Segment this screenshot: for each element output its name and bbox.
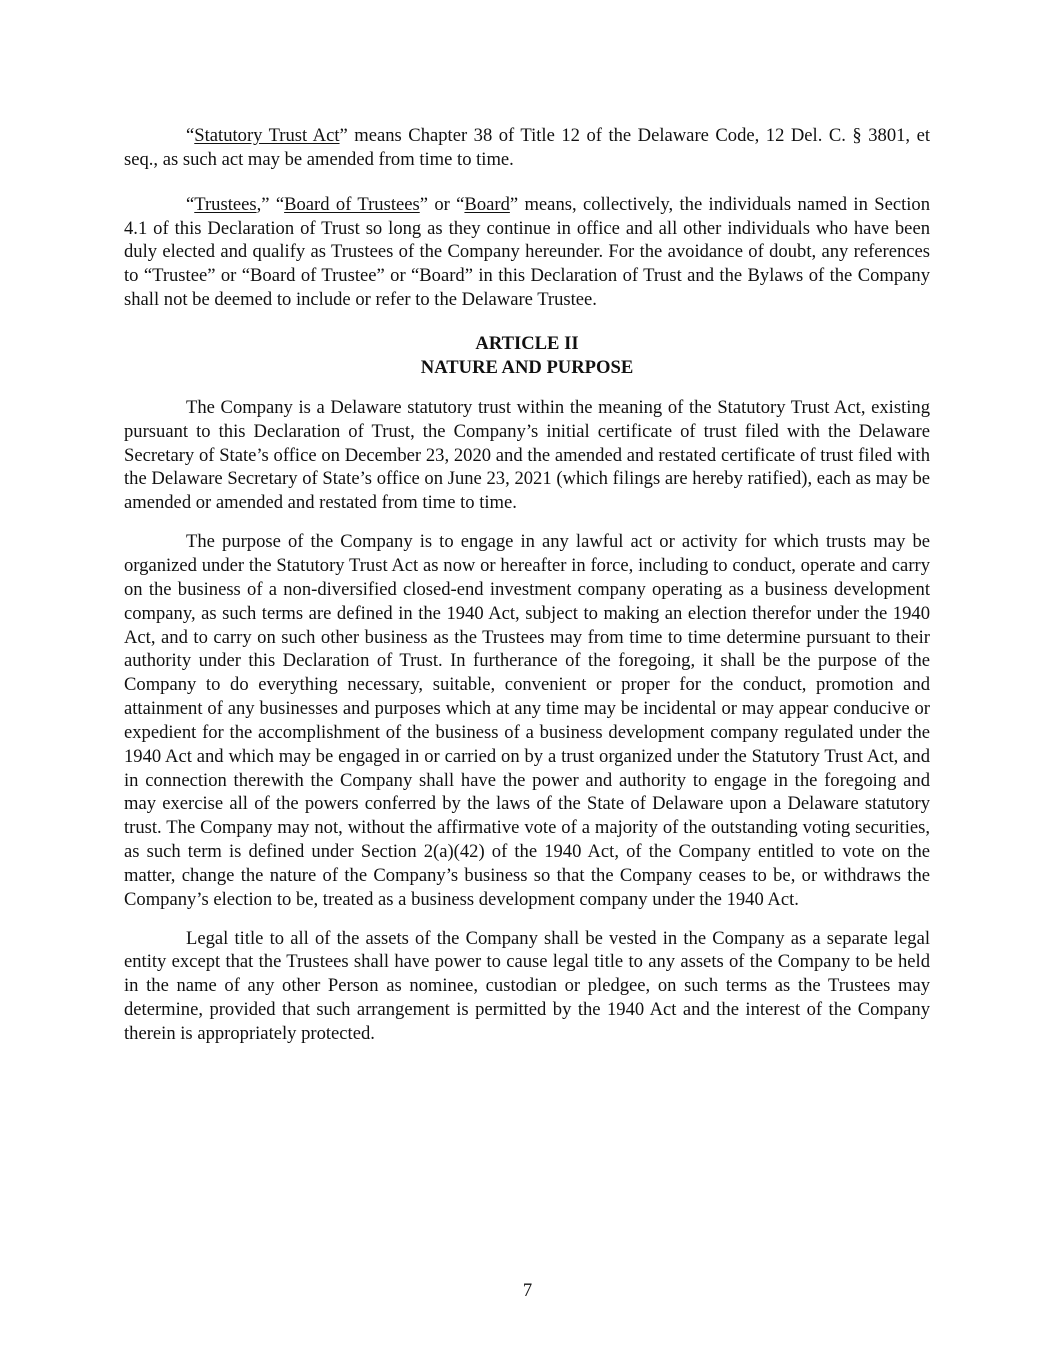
paragraph-company-status: The Company is a Delaware statutory trust within the meaning of the Statutory Trust Act, existing pursuant to this Declaration of Trust, the Company’s initial certificate of trust filed with the Delaware Secretary of State’s office on December 23, 2020 and the amended and restated certificate of trust filed with the Delaware Secretary of State’s office on June 23, 2021 (which filings are hereby ratified), each as may be amended or amended and restated from time to time. bbox=[124, 396, 930, 514]
page-number: 7 bbox=[522, 1280, 533, 1301]
definition-statutory-trust-act bbox=[124, 124, 930, 172]
paragraph-company-purpose: The purpose of the Company is to engage in any lawful act or activity for which trusts may be organized under the Statutory Trust Act as now or hereafter in force, including to conduct, operate and carry on the business of a non-diversified closed-end investment company operating as a business development company, as such terms are defined in the 1940 Act, subject to making an election therefor under the 1940 Act, and to carry on such other business as the Trustees may from time to time determine pursuant to their authority under this Declaration of Trust. In furtherance of the foregoing, it shall be the purpose of the Company to do everything necessary, suitable, convenient or proper for the conduct, promotion and attainment of any businesses and purposes which at any time may be incidental or may appear conducive or expedient for the accomplishment of the business of a business development company regulated under the 1940 Act and which may be engaged in or carried on by a trust organized under the Statutory Trust Act, and in connection therewith the Company shall have the power and authority to engage in the foregoing and may exercise all of the powers conferred by the laws of the State of Delaware upon a Delaware statutory trust. The Company may not, without the affirmative vote of a majority of the outstanding voting securities, as such term is defined under Section 2(a)(42) of the 1940 Act, of the Company entitled to vote on the matter, change the nature of the Company’s business so that the Company ceases to be, or withdraws the Company’s election to be, treated as a business development company under the 1940 Act. bbox=[124, 531, 930, 910]
open-quote: “ bbox=[186, 193, 195, 215]
paragraph-legal-title: Legal title to all of the assets of the Company shall be vested in the Company as a separate legal entity except that the Trustees shall have power to cause legal title to any assets of the Company to be held in the name of any other Person as nominee, custodian or pledgee, on such terms as the Trustees may determine, provided that such arrangement is permitted by the 1940 Act and the interest of the Company therein is appropriately protected. bbox=[124, 927, 930, 1044]
defined-term-trustees: Trustees bbox=[194, 193, 257, 215]
article-number: ARTICLE II bbox=[475, 332, 579, 354]
term-separator: ,” “ bbox=[256, 193, 285, 215]
document-page bbox=[124, 124, 930, 1061]
definition-trustees bbox=[124, 193, 930, 312]
defined-term-board-of-trustees: Board of Trustees bbox=[284, 193, 420, 215]
article-heading bbox=[124, 332, 930, 380]
term-separator: ” or “ bbox=[419, 193, 465, 215]
defined-term-board: Board bbox=[464, 193, 510, 215]
article-title: NATURE AND PURPOSE bbox=[420, 356, 634, 378]
open-quote: “ bbox=[186, 125, 195, 146]
definition-text: ” means Chapter 38 of Title 12 of the Delaware Code, 12 Del. C. § 3801, et seq., as such act may be amended from time to time. bbox=[124, 125, 930, 170]
definition-text: ” means, collectively, the individuals named in Section 4.1 of this Declaration of Trust so long as they continue in office and all other individuals who have been duly elected and qualify as Trustees of the Company hereunder. For the avoidance of doubt, any references to “Trustee” or “Board of Trustee” or “Board” in this Declaration of Trust and the Bylaws of the Company shall not be deemed to include or refer to the Delaware Trustee. bbox=[124, 193, 930, 311]
defined-term-statutory-trust-act: Statutory Trust Act bbox=[194, 125, 340, 146]
